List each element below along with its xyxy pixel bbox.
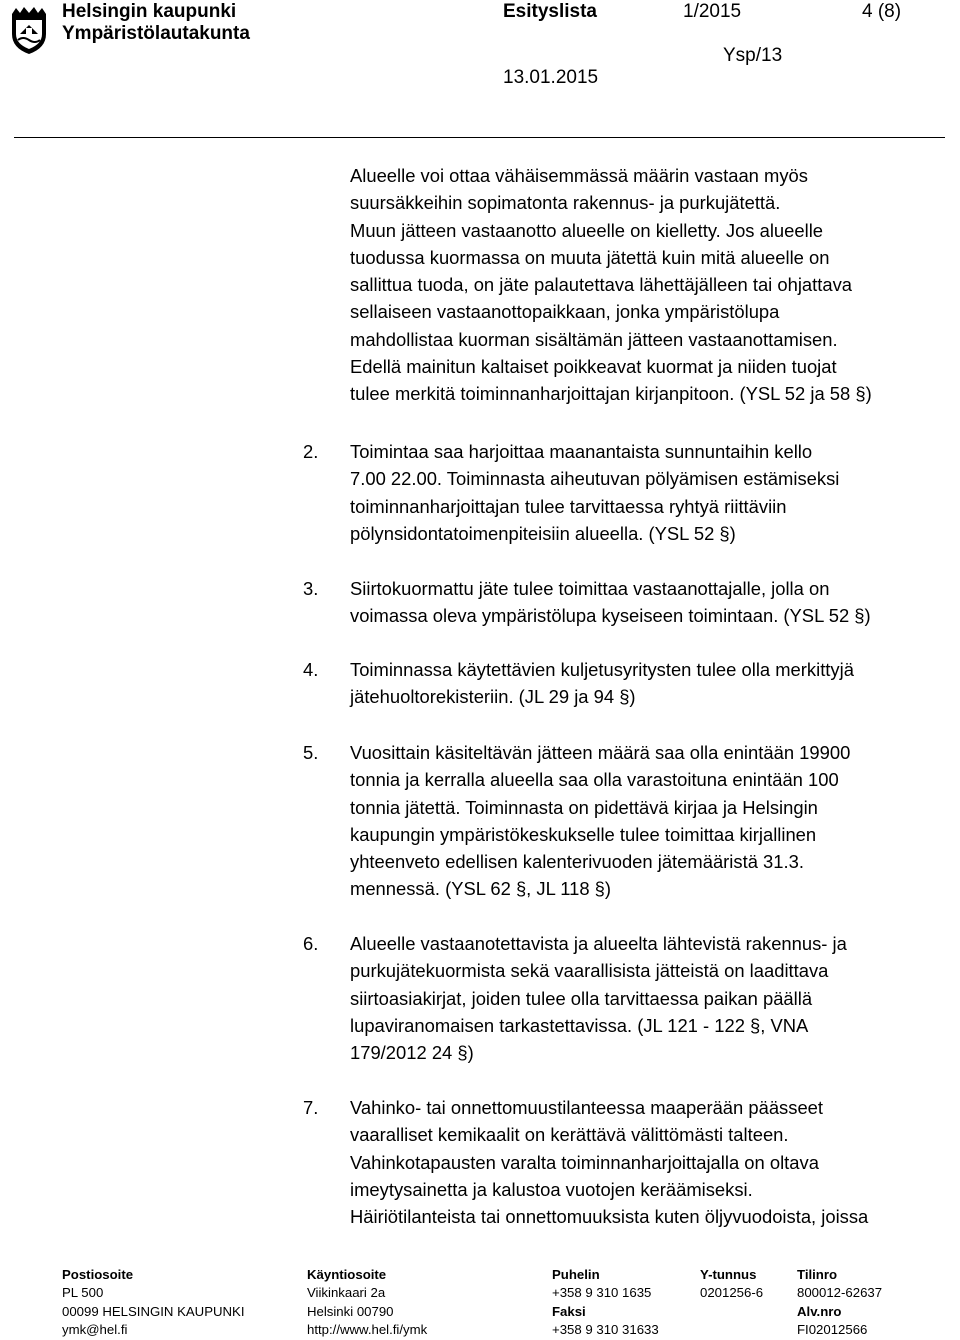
section-code: Ysp/13 [723, 45, 783, 66]
footer-account-value: 800012-62637 [797, 1285, 883, 1301]
intro-line: tuodussa kuormassa on muuta jätettä kuin mitä alueelle on [350, 246, 830, 268]
intro-line: sellaiseen vastaanottopaikkaan, jonka ympäristölupa [350, 301, 780, 323]
footer-visiting-line: Helsinki 00790 [307, 1303, 394, 1319]
footer-phone-value: +358 9 310 1635 [552, 1285, 652, 1301]
footer-postal-line: 00099 HELSINGIN KAUPUNKI [62, 1303, 245, 1319]
footer-account [797, 1266, 882, 1340]
item-line: imeytysainetta ja kalustoa vuotojen keräämiseksi. [350, 1178, 753, 1200]
footer-postal [62, 1266, 245, 1340]
item-number: 6. [303, 933, 319, 954]
footer-visiting-line: Viikinkaari 2a [307, 1285, 386, 1301]
footer-phone [552, 1266, 659, 1340]
item-number: 3. [303, 578, 319, 599]
footer-account-heading: Tilinro [797, 1267, 838, 1282]
item-line: Toimintaa saa harjoittaa maanantaista sunnuntaihin kello [350, 441, 813, 462]
item-text [350, 1094, 868, 1230]
footer-business-id-value: 0201256-6 [700, 1285, 764, 1301]
footer-vat-value: FI02012566 [797, 1322, 868, 1338]
item-line: Toiminnassa käytettävien kuljetusyritysten tulee olla merkittyjä [350, 659, 854, 680]
org-name: Helsingin kaupunki [62, 1, 237, 22]
item-line: Vuosittain käsiteltävän jätteen määrä saa olla enintään 19900 [350, 742, 851, 763]
item-line: 179/2012 24 §) [350, 1042, 474, 1064]
item-line: mennessä. (YSL 62 §, JL 118 §) [350, 878, 612, 900]
item-line: toiminnanharjoittajan tulee tarvittaessa ryhtyä riittäviin [350, 495, 787, 517]
item-line: 7.00 22.00. Toiminnasta aiheutuvan pölyämisen estämiseksi [350, 468, 840, 490]
helsinki-crest-logo [8, 4, 50, 56]
footer-visiting [307, 1266, 427, 1340]
item-number: 5. [303, 742, 319, 763]
intro-paragraph [350, 162, 872, 408]
item-number: 2. [303, 441, 319, 462]
item-text [350, 930, 847, 1066]
footer-vat-heading: Alv.nro [797, 1303, 842, 1319]
item-number: 4. [303, 659, 319, 680]
department-name: Ympäristölautakunta [62, 23, 250, 44]
item-line: Vahinkotapausten varalta toiminnanharjoittajalla on oltava [350, 1151, 819, 1173]
item-line: kaupungin ympäristökeskukselle tulee toimittaa kirjallinen [350, 823, 817, 845]
item-text [350, 656, 854, 711]
footer-business-id [700, 1266, 763, 1303]
intro-line: Muun jätteen vastaanotto alueelle on kielletty. Jos alueelle [350, 219, 824, 241]
footer-postal-heading: Postiosoite [62, 1267, 134, 1282]
item-line: voimassa oleva ympäristölupa kyseiseen toimintaan. (YSL 52 §) [350, 605, 871, 627]
footer-fax-heading: Faksi [552, 1303, 586, 1319]
intro-line: sallittua tuoda, on jäte palautettava lähettäjälleen tai ohjattava [350, 274, 853, 296]
item-line: yhteenveto edellisen kalenterivuoden jätemääristä 31.3. [350, 851, 804, 873]
item-line: vaaralliset kemikaalit on kerättävä välittömästi talteen. [350, 1124, 789, 1146]
item-text [350, 438, 839, 547]
item-line: purkujätekuormista sekä vaarallisista jätteistä on laadittava [350, 960, 829, 982]
item-text [350, 575, 871, 630]
footer-fax-value: +358 9 310 31633 [552, 1322, 659, 1338]
footer-phone-heading: Puhelin [552, 1267, 600, 1282]
page-number: 4 (8) [862, 1, 902, 22]
header-divider [14, 137, 945, 138]
item-line: tonnia ja kerralla alueella saa olla varastoituna enintään 100 [350, 769, 839, 791]
item-number: 7. [303, 1097, 319, 1118]
intro-line: Alueelle voi ottaa vähäisemmässä määrin vastaan myös [350, 165, 808, 186]
item-line: Vahinko- tai onnettomuustilanteessa maaperään päässeet [350, 1097, 824, 1118]
item-line: Alueelle vastaanotettavista ja alueelta lähtevistä rakennus- ja [350, 933, 847, 954]
intro-line: Edellä mainitun kaltaiset poikkeavat kuormat ja niiden tuojat [350, 356, 837, 378]
document-type: Esityslista [503, 1, 597, 22]
footer-postal-line: PL 500 [62, 1285, 104, 1301]
footer-website-link[interactable]: http://www.hel.fi/ymk [307, 1322, 428, 1338]
item-line: tonnia jätettä. Toiminnasta on pidettävä kirjaa ja Helsingin [350, 796, 818, 818]
footer-business-id-heading: Y-tunnus [700, 1267, 757, 1282]
intro-line: tulee merkitä toiminnanharjoittajan kirjanpitoon. (YSL 52 ja 58 §) [350, 383, 872, 405]
intro-line: suursäkkeihin sopimatonta rakennus- ja purkujätettä. [350, 192, 781, 214]
item-line: Häiriötilanteista tai onnettomuuksista kuten öljyvuodoista, joissa [350, 1206, 869, 1228]
footer-email-link[interactable]: ymk@hel.fi [62, 1322, 128, 1338]
intro-line: mahdollistaa kuorman sisältämän jätteen vastaanottamisen. [350, 328, 838, 350]
item-line: pölynsidontatoimenpiteisiin alueella. (YSL 52 §) [350, 522, 736, 544]
issue-number: 1/2015 [683, 1, 742, 22]
item-text [350, 739, 850, 903]
item-line: jätehuoltorekisteriin. (JL 29 ja 94 §) [350, 686, 636, 708]
item-line: lupaviranomaisen tarkastettavissa. (JL 121 - 122 §, VNA [350, 1014, 809, 1036]
meeting-date: 13.01.2015 [503, 67, 599, 88]
footer-visiting-heading: Käyntiosoite [307, 1267, 387, 1282]
item-line: siirtoasiakirjat, joiden tulee olla tarvittaessa paikan päällä [350, 987, 813, 1009]
item-line: Siirtokuormattu jäte tulee toimittaa vastaanottajalle, jolla on [350, 578, 830, 599]
